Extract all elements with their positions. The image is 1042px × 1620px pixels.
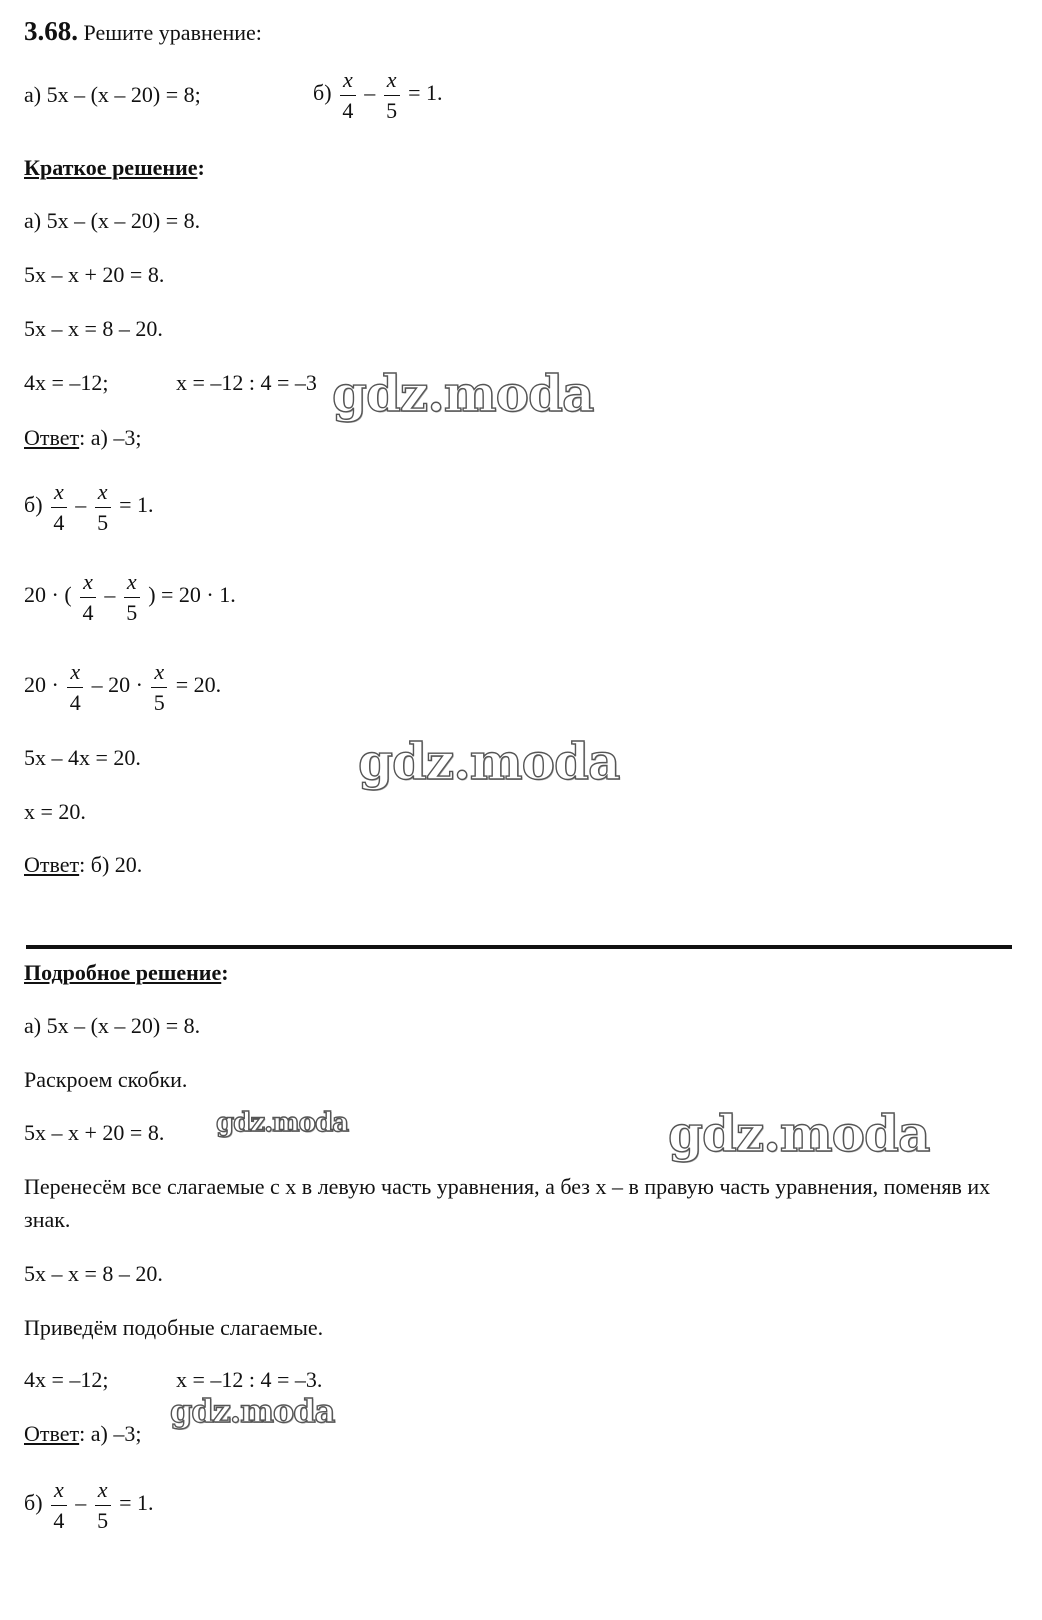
answer-value: : б) 20. — [79, 852, 143, 877]
heading-text: Краткое решение — [24, 155, 198, 180]
fraction — [67, 658, 83, 716]
fraction — [95, 478, 111, 536]
task-instruction: Решите уравнение: — [83, 20, 262, 45]
colon: : — [221, 960, 229, 985]
short-b-step3: 5x – 4x = 20. — [24, 745, 141, 770]
operator: – — [75, 1490, 87, 1516]
short-b-multiply — [24, 568, 236, 626]
denominator: 5 — [153, 689, 165, 715]
short-a-step2: 5x – x = 8 – 20. — [24, 316, 163, 341]
denominator: 5 — [386, 97, 398, 123]
answer-value: : а) –3; — [79, 425, 142, 450]
detailed-a-step2: 5x – x = 8 – 20. — [24, 1261, 163, 1286]
rhs: = 1. — [408, 80, 443, 106]
task-header — [24, 16, 262, 47]
detailed-combine: Приведём подобные слагаемые. — [24, 1315, 324, 1340]
suffix: = 20. — [175, 672, 222, 698]
detailed-b-equation — [24, 1476, 153, 1534]
denominator: 4 — [82, 599, 94, 625]
denominator: 5 — [97, 1507, 109, 1533]
section-divider — [26, 945, 1012, 949]
denominator: 4 — [53, 1507, 65, 1533]
short-a-equation: а) 5x – (x – 20) = 8. — [24, 208, 201, 233]
operator: – — [75, 492, 87, 518]
short-answer-b — [24, 852, 142, 878]
colon: : — [197, 155, 205, 180]
numerator: x — [340, 66, 356, 96]
numerator: x — [124, 568, 140, 598]
denominator: 4 — [69, 689, 81, 715]
detailed-a-step3-right: x = –12 : 4 = –3. — [176, 1367, 323, 1392]
detailed-a-step3-left: 4x = –12; — [24, 1367, 109, 1392]
operator: – — [364, 80, 376, 106]
fraction — [51, 478, 67, 536]
middle: – 20 · — [91, 672, 143, 698]
watermark: gdz.moda — [668, 1104, 930, 1163]
detailed-open-brackets: Раскроем скобки. — [24, 1067, 188, 1092]
answer-value: : а) –3; — [79, 1421, 142, 1446]
numerator: x — [67, 658, 83, 688]
heading-text: Подробное решение — [24, 960, 222, 985]
denominator: 4 — [342, 97, 354, 123]
numerator: x — [384, 66, 400, 96]
rhs: = 1. — [119, 492, 154, 518]
short-a-step1: 5x – x + 20 = 8. — [24, 262, 165, 287]
label: б) — [24, 1490, 43, 1516]
short-b-distribute — [24, 658, 221, 716]
detailed-solution-heading — [24, 960, 229, 986]
detailed-a-equation: а) 5x – (x – 20) = 8. — [24, 1013, 201, 1038]
suffix: ) = 20 · 1. — [148, 582, 236, 608]
denominator: 4 — [53, 509, 65, 535]
watermark: gdz.moda — [358, 732, 620, 791]
detailed-answer-a — [24, 1421, 141, 1447]
detailed-move-terms: Перенесём все слагаемые с x в левую часть уравнения, а без x – в правую часть уравнения, поменяв их знак. — [24, 1174, 991, 1232]
denominator: 5 — [97, 509, 109, 535]
label: б) — [313, 80, 332, 106]
watermark: gdz.moda — [170, 1392, 335, 1430]
numerator: x — [151, 658, 167, 688]
task-number: 3.68. — [24, 16, 78, 46]
short-answer-a — [24, 425, 141, 451]
fraction — [80, 568, 96, 626]
rhs: = 1. — [119, 1490, 154, 1516]
watermark: gdz.moda — [216, 1108, 349, 1138]
fraction — [51, 1476, 67, 1534]
numerator: x — [51, 1476, 67, 1506]
short-b-step4: x = 20. — [24, 799, 86, 824]
fraction — [384, 66, 400, 124]
fraction — [151, 658, 167, 716]
short-b-equation — [24, 478, 153, 536]
detailed-a-step1: 5x – x + 20 = 8. — [24, 1120, 165, 1145]
short-a-step3-right: x = –12 : 4 = –3 — [176, 370, 317, 395]
task-part-a: а) 5x – (x – 20) = 8; — [24, 82, 201, 107]
fraction — [340, 66, 356, 124]
label: б) — [24, 492, 43, 518]
numerator: x — [51, 478, 67, 508]
short-solution-heading — [24, 155, 205, 181]
prefix: 20 · — [24, 672, 59, 698]
watermark: gdz.moda — [332, 364, 594, 423]
task-part-b — [313, 66, 442, 124]
fraction — [124, 568, 140, 626]
numerator: x — [80, 568, 96, 598]
prefix: 20 · ( — [24, 582, 72, 608]
fraction — [95, 1476, 111, 1534]
denominator: 5 — [126, 599, 138, 625]
numerator: x — [95, 478, 111, 508]
answer-word: Ответ — [24, 425, 80, 450]
short-a-step3-left: 4x = –12; — [24, 370, 109, 395]
answer-word: Ответ — [24, 852, 80, 877]
answer-word: Ответ — [24, 1421, 80, 1446]
operator: – — [104, 582, 116, 608]
numerator: x — [95, 1476, 111, 1506]
